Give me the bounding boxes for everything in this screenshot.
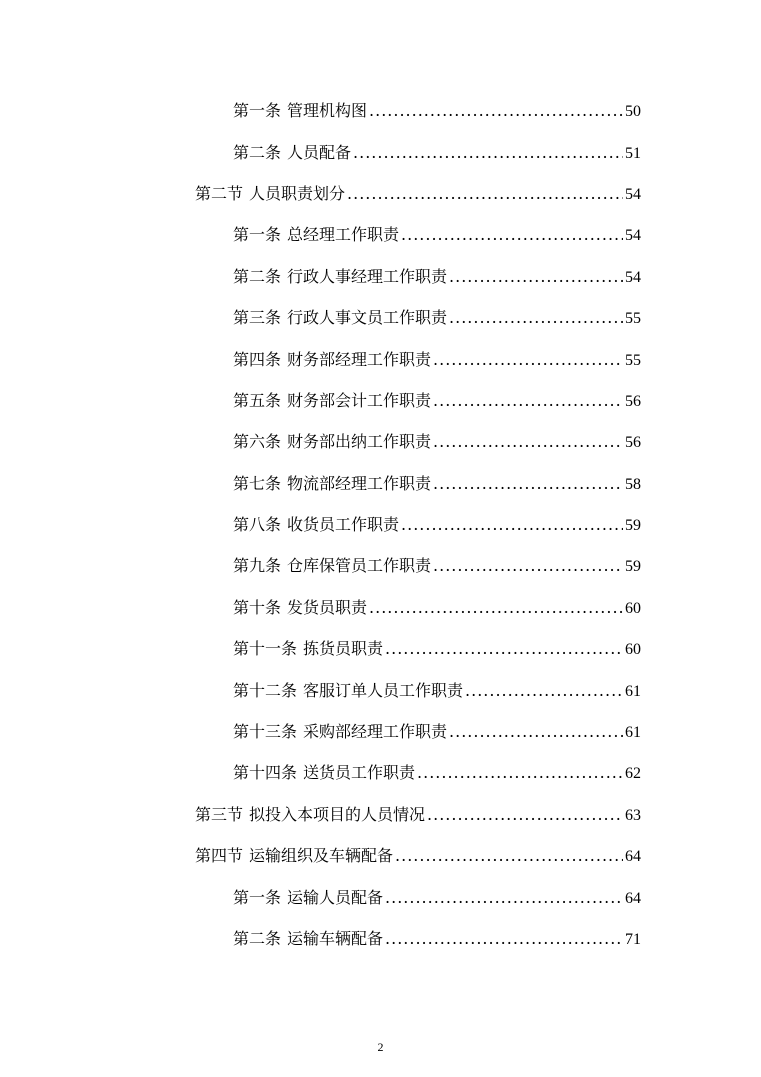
toc-entry-number: 第十条 bbox=[233, 597, 282, 617]
toc-leader-dots bbox=[385, 888, 623, 908]
toc-section-number: 第二节 bbox=[195, 183, 244, 203]
toc-entry[interactable] bbox=[0, 257, 761, 298]
toc-entry-number: 第二条 bbox=[233, 929, 282, 948]
toc-section-number: 第三节 bbox=[195, 804, 244, 824]
toc-entry[interactable] bbox=[0, 588, 761, 629]
toc-entry[interactable] bbox=[0, 91, 761, 132]
toc-entry-number: 第一条 bbox=[233, 887, 282, 907]
toc-section-page: 54 bbox=[625, 185, 641, 203]
toc-leader-dots bbox=[465, 681, 623, 701]
toc-entry-page: 59 bbox=[625, 517, 641, 535]
toc-entry-page: 54 bbox=[625, 227, 641, 245]
toc-entry[interactable] bbox=[0, 132, 761, 173]
toc-section[interactable] bbox=[0, 795, 761, 836]
toc-entry[interactable] bbox=[0, 422, 761, 463]
toc-section[interactable] bbox=[0, 174, 761, 215]
toc-entry-title: 物流部经理工作职责 bbox=[287, 473, 432, 493]
toc-entry-title: 采购部经理工作职责 bbox=[303, 722, 448, 742]
toc-entry-number: 第七条 bbox=[233, 473, 282, 493]
toc-entry-title: 运输车辆配备 bbox=[287, 929, 384, 948]
toc-entry-title: 行政人事经理工作职责 bbox=[287, 266, 448, 286]
toc-entry-page: 50 bbox=[625, 103, 641, 121]
toc-entry-number: 第六条 bbox=[233, 432, 282, 452]
toc-entry-title: 财务部会计工作职责 bbox=[287, 390, 432, 410]
toc-section-page: 63 bbox=[625, 806, 641, 824]
toc-entry-number: 第十四条 bbox=[233, 763, 298, 783]
toc-leader-dots bbox=[417, 763, 623, 783]
toc-leader-dots bbox=[353, 143, 623, 163]
toc-leader-dots bbox=[449, 308, 623, 328]
toc-entry[interactable] bbox=[0, 215, 761, 256]
toc-leader-dots bbox=[433, 350, 623, 370]
toc-entry-title: 财务部出纳工作职责 bbox=[287, 432, 432, 452]
toc-section-title: 拟投入本项目的人员情况 bbox=[249, 804, 426, 824]
toc-section-title: 人员职责划分 bbox=[249, 183, 346, 203]
toc-section-title: 运输组织及车辆配备 bbox=[249, 846, 394, 866]
toc-entry-number: 第二条 bbox=[233, 142, 282, 162]
toc-leader-dots bbox=[401, 225, 623, 245]
toc-entry[interactable] bbox=[0, 919, 761, 960]
toc-entry[interactable] bbox=[0, 629, 761, 670]
toc-entry[interactable] bbox=[0, 464, 761, 505]
toc-entry-number: 第十二条 bbox=[233, 680, 298, 700]
toc-section[interactable] bbox=[0, 836, 761, 877]
toc-leader-dots bbox=[449, 267, 623, 287]
toc-entry[interactable] bbox=[0, 381, 761, 422]
toc-entry-page: 64 bbox=[625, 889, 641, 907]
toc-leader-dots bbox=[433, 391, 623, 411]
toc-entry-title: 拣货员职责 bbox=[303, 639, 384, 659]
toc-entry-number: 第一条 bbox=[233, 225, 282, 245]
toc-leader-dots bbox=[369, 598, 623, 618]
toc-leader-dots bbox=[385, 639, 623, 659]
toc-entry-title: 收货员工作职责 bbox=[287, 515, 400, 535]
toc-entry-title: 人员配备 bbox=[287, 142, 352, 162]
toc-entry-page: 51 bbox=[625, 144, 641, 162]
toc-entry-page: 54 bbox=[625, 268, 641, 286]
toc-entry-number: 第四条 bbox=[233, 349, 282, 369]
toc-entry[interactable] bbox=[0, 546, 761, 587]
toc-entry-title: 仓库保管员工作职责 bbox=[287, 556, 432, 576]
toc-entry[interactable] bbox=[0, 505, 761, 546]
toc-leader-dots bbox=[449, 722, 623, 742]
toc-entry-page: 59 bbox=[625, 558, 641, 576]
toc-section-page: 64 bbox=[625, 848, 641, 866]
toc-leader-dots bbox=[369, 101, 623, 121]
toc-entry-page: 71 bbox=[625, 931, 641, 948]
toc-entry-number: 第十一条 bbox=[233, 639, 298, 659]
toc-entry-title: 运输人员配备 bbox=[287, 887, 384, 907]
toc-entry-page: 56 bbox=[625, 434, 641, 452]
toc-entry-title: 财务部经理工作职责 bbox=[287, 349, 432, 369]
table-of-contents bbox=[0, 91, 761, 960]
toc-entry-number: 第一条 bbox=[233, 101, 282, 121]
toc-leader-dots bbox=[433, 474, 623, 494]
toc-entry-number: 第八条 bbox=[233, 515, 282, 535]
toc-leader-dots bbox=[433, 432, 623, 452]
toc-entry-title: 送货员工作职责 bbox=[303, 763, 416, 783]
toc-entry-page: 56 bbox=[625, 392, 641, 410]
toc-entry-number: 第九条 bbox=[233, 556, 282, 576]
toc-entry-title: 客服订单人员工作职责 bbox=[303, 680, 464, 700]
toc-entry[interactable] bbox=[0, 339, 761, 380]
toc-leader-dots bbox=[347, 184, 623, 204]
toc-entry-title: 发货员职责 bbox=[287, 597, 368, 617]
toc-entry-page: 61 bbox=[625, 682, 641, 700]
toc-entry-title: 总经理工作职责 bbox=[287, 225, 400, 245]
toc-entry[interactable] bbox=[0, 877, 761, 918]
toc-entry[interactable] bbox=[0, 670, 761, 711]
toc-entry[interactable] bbox=[0, 298, 761, 339]
toc-entry-page: 60 bbox=[625, 641, 641, 659]
toc-leader-dots bbox=[401, 515, 623, 535]
toc-leader-dots bbox=[395, 846, 623, 866]
toc-entry-number: 第二条 bbox=[233, 266, 282, 286]
toc-leader-dots bbox=[385, 929, 623, 949]
toc-entry-page: 62 bbox=[625, 765, 641, 783]
toc-entry-number: 第十三条 bbox=[233, 722, 298, 742]
toc-entry-number: 第五条 bbox=[233, 390, 282, 410]
toc-entry[interactable] bbox=[0, 712, 761, 753]
toc-section-number: 第四节 bbox=[195, 846, 244, 866]
toc-leader-dots bbox=[433, 556, 623, 576]
toc-leader-dots bbox=[427, 805, 623, 825]
toc-entry-page: 55 bbox=[625, 351, 641, 369]
toc-entry-title: 管理机构图 bbox=[287, 101, 368, 121]
toc-entry-page: 61 bbox=[625, 724, 641, 742]
page-number-footer: 2 bbox=[377, 1040, 384, 1054]
toc-entry-title: 行政人事文员工作职责 bbox=[287, 308, 448, 328]
toc-entry-page: 58 bbox=[625, 475, 641, 493]
toc-entry-page: 60 bbox=[625, 599, 641, 617]
toc-entry[interactable] bbox=[0, 753, 761, 794]
toc-entry-number: 第三条 bbox=[233, 308, 282, 328]
toc-entry-page: 55 bbox=[625, 310, 641, 328]
